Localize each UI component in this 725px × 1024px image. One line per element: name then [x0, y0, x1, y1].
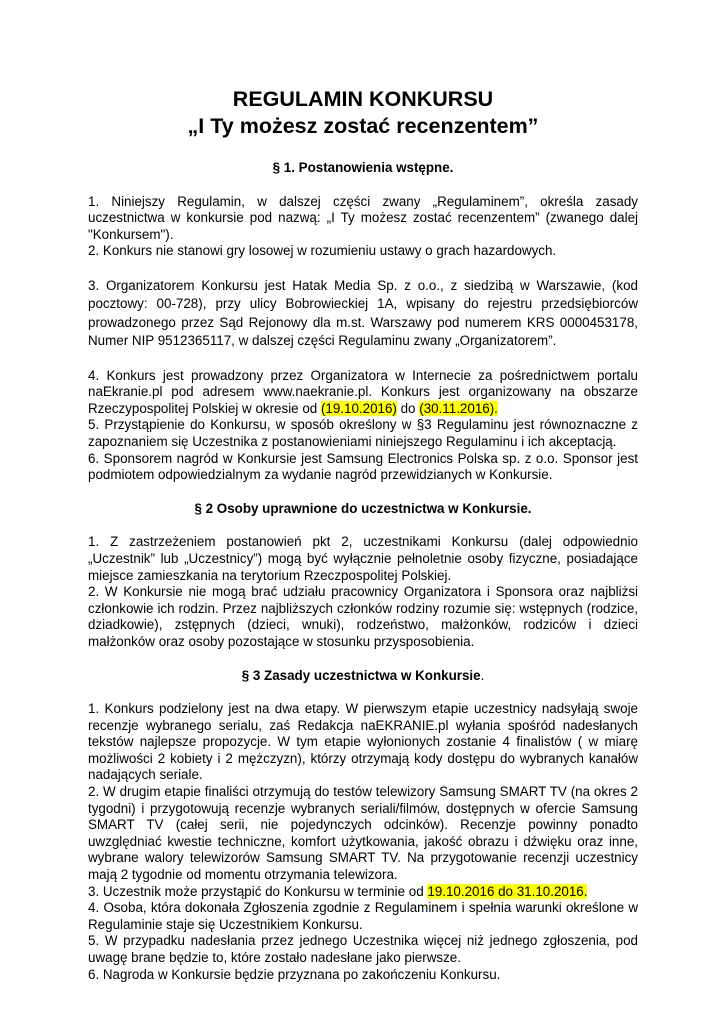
regulation-page [88, 86, 638, 983]
section-3-heading-text: § 3 Zasady uczestnictwa w Konkursie [241, 667, 481, 683]
section-3-heading-suffix: . [480, 667, 485, 683]
section-3-paragraph-6: 6. Nagroda w Konkursie będzie przyznana po zakończeniu Konkursu. [88, 966, 501, 982]
section-3-heading [88, 668, 638, 685]
title-line-1: REGULAMIN KONKURSU [232, 87, 494, 111]
paragraph-3-text: 3. Uczestnik może przystąpić do Konkursu w terminie od [88, 883, 428, 899]
section-1-paragraph-4 [88, 368, 638, 418]
section-2 [88, 534, 638, 650]
section-2-paragraph-1: 1. Z zastrzeżeniem postanowień pkt 2, uczestnikami Konkursu (dalej odpowiednio „Uczestnik” lub „Uczestnicy”) mogą być wyłącznie pełnoletnie osoby fizyczne, posiadające miejsce zamieszkania na terytorium Rzeczpospolitej Polskiej. [88, 534, 638, 583]
section-1-paragraph-5: 5. Przystąpienie do Konkursu, w sposób określony w §3 Regulaminu jest równoznaczne z zapoznaniem się Uczestnika z postanowieniami niniejszego Regulaminu i ich akceptacją. [88, 417, 638, 449]
paragraph-4-text: 4. Konkurs jest prowadzony przez Organizatora w Internecie za pośrednictwem portalu naEkranie.pl pod adresem www.naekranie.pl. Konkurs jest organizowany na obszarze Rzeczypospolitej Polskiej w okresie od [88, 367, 638, 416]
section-2-heading: § 2 Osoby uprawnione do uczestnictwa w Konkursie. [194, 500, 532, 516]
section-1-paragraph-3: 3. Organizatorem Konkursu jest Hatak Media Sp. z o.o., z siedzibą w Warszawie, (kod pocztowy: 00-728), przy ulicy Bobrowieckiej 1A, wpisany do rejestru przedsiębiorców prowadzonego przez Sąd Rejonowy dla m.st. Warszawy pod numerem KRS 0000453178, Numer NIP 9512365117, w dalszej części Regulaminu zwany „Organizatorem”. [88, 277, 638, 349]
section-3-paragraph-5: 5. W przypadku nadesłania przez jednego Uczestnika więcej niż jednego zgłoszenia, pod uwagę brane będzie to, które zostało nadesłane jako pierwsze. [88, 933, 638, 965]
section-1 [88, 194, 638, 484]
section-3 [88, 701, 638, 983]
section-3-paragraph-3 [88, 884, 638, 901]
title-line-2: „I Ty możesz zostać recenzentem” [187, 114, 539, 138]
highlight-date-from: (19.10.2016) [320, 400, 397, 416]
section-1-paragraph-6: 6. Sponsorem nagród w Konkursie jest Samsung Electronics Polska sp. z o.o. Sponsor jest podmiotem odpowiedzialnym za wydanie nagród przewidzianych w Konkursie. [88, 450, 638, 483]
highlight-entry-dates: 19.10.2016 do 31.10.2016. [427, 883, 588, 899]
section-1-heading: § 1. Postanowienia wstępne. [272, 160, 454, 175]
section-1-paragraph-2: 2. Konkurs nie stanowi gry losowej w rozumieniu ustawy o grach hazardowych. [88, 243, 557, 259]
section-3-paragraph-4: 4. Osoba, która dokonała Zgłoszenia zgodnie z Regulaminem i spełnia warunki określone w Regulaminie staje się Uczestnikiem Konkursu. [88, 900, 638, 932]
highlight-date-to: (30.11.2016). [419, 400, 498, 416]
section-2-paragraph-2: 2. W Konkursie nie mogą brać udziału pracownicy Organizatora i Sponsora oraz najbliżsi członkowie ich rodzin. Przez najbliższych członków rodziny rozumie się: wstępnych (rodzice, dziadkowie), zstępnych (dzieci, wnuki), rodzeństwo, małżonków, rodziców i dzieci małżonków oraz osoby pozostające w stosunku przysposobienia. [88, 584, 638, 649]
section-1-paragraph-1: 1. Niniejszy Regulamin, w dalszej części zwany „Regulaminem”, określa zasady uczestnictwa w konkursie pod nazwą: „I Ty możesz zostać recenzentem” (zwanego dalej "Konkursem"). [88, 193, 638, 242]
paragraph-4-connector: do [396, 400, 420, 416]
section-3-paragraph-2: 2. W drugim etapie finaliści otrzymują do testów telewizory Samsung SMART TV (na okres 2 tygodni) i przygotowują recenzje wybranych seriali/filmów, dostępnych w ofercie Samsung SMART TV (całej serii, nie pojedynczych odcinków). Recenzje powinny ponadto uwzględniać kwestie techniczne, komfort użytkowania, jakość obrazu i dźwięku oraz inne, wybrane walory telewizorów Samsung SMART TV. Na przygotowanie recenzji uczestnicy mają 2 tygodnie od momentu otrzymania telewizora. [88, 784, 638, 883]
section-3-paragraph-1: 1. Konkurs podzielony jest na dwa etapy. W pierwszym etapie uczestnicy nadsyłają swoje recenzje wybranego serialu, zaś Redakcja naEKRANIE.pl wyłania spośród nadesłanych tekstów najlepsze propozycje. W tym etapie wyłonionych zostanie 4 finalistów ( w miarę możliwości 2 kobiety i 2 mężczyzn), którzy otrzymają kody dostępu do wybranych kanałów nadających seriale. [88, 701, 638, 783]
